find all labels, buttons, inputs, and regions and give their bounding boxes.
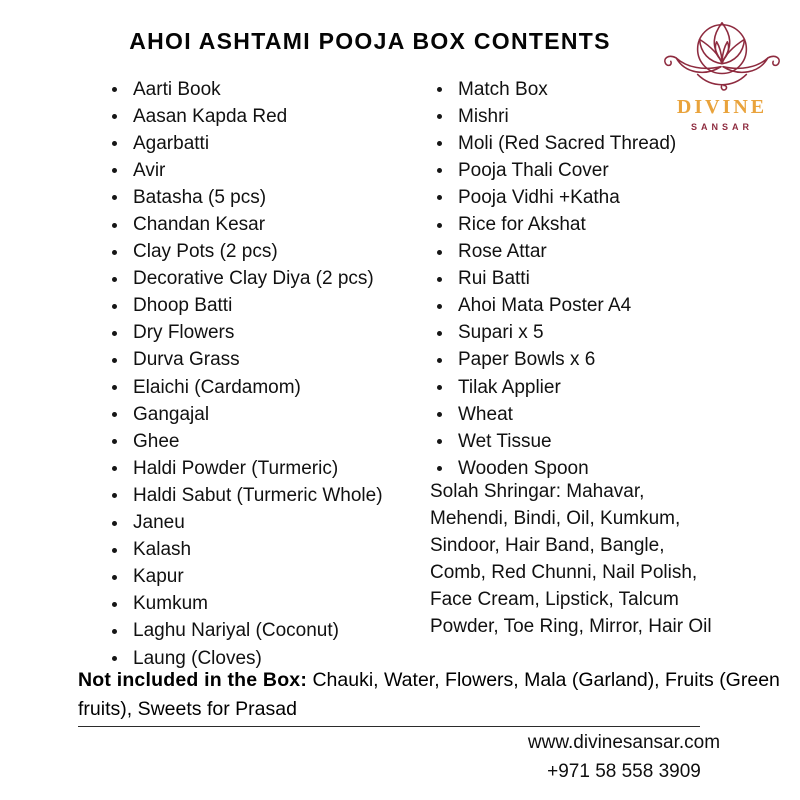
list-item (437, 184, 676, 211)
item-label: Dhoop Batti (133, 295, 233, 317)
item-label: Match Box (458, 78, 548, 100)
list-item (112, 347, 383, 374)
footer-contact (490, 729, 758, 786)
lotus-icon (658, 14, 786, 94)
item-label: Haldi Sabut (Turmeric Whole) (133, 484, 383, 506)
item-label: Pooja Thali Cover (458, 159, 609, 181)
website-text: www.divinesansar.com (527, 732, 721, 753)
not-included-items: Chauki, Water, Flowers, Mala (Garland), Fruits (Green fruits), Sweets for Prasad (78, 669, 780, 720)
bullet-icon (112, 304, 117, 309)
bullet-icon (112, 656, 117, 661)
brand-subname: SANSAR (690, 122, 753, 132)
bullet-icon (112, 602, 117, 607)
item-label: Janeu (133, 512, 185, 534)
contents-list-right (437, 76, 676, 482)
list-item (437, 157, 676, 184)
bullet-icon (437, 141, 442, 146)
bullet-icon (112, 575, 117, 580)
item-label: Moli (Red Sacred Thread) (458, 132, 677, 154)
item-label: Elaichi (Cardamom) (133, 376, 301, 398)
bullet-icon (437, 277, 442, 282)
list-item (437, 130, 676, 157)
item-label: Rice for Akshat (458, 214, 586, 236)
divider-line (78, 726, 700, 727)
bullet-icon (437, 87, 442, 92)
item-label: Tilak Applier (458, 376, 561, 398)
item-label: Aarti Book (133, 78, 221, 100)
bullet-icon (437, 385, 442, 390)
bullet-icon (437, 439, 442, 444)
item-label: Rui Batti (458, 268, 530, 290)
bullet-icon (437, 250, 442, 255)
list-item (112, 428, 383, 455)
item-label: Supari x 5 (458, 322, 544, 344)
bullet-icon (437, 331, 442, 336)
item-label: Haldi Powder (Turmeric) (133, 457, 339, 479)
bullet-icon (112, 439, 117, 444)
list-item (112, 266, 383, 293)
item-label: Agarbatti (133, 132, 210, 154)
list-item (437, 76, 676, 103)
list-item (437, 211, 676, 238)
list-item (112, 401, 383, 428)
list-item (437, 320, 676, 347)
bullet-icon (437, 358, 442, 363)
list-item (112, 211, 383, 238)
list-item (437, 103, 676, 130)
item-label: Wooden Spoon (458, 457, 589, 479)
bullet-icon (112, 195, 117, 200)
item-label: Dry Flowers (133, 322, 235, 344)
bullet-icon (437, 304, 442, 309)
list-item (437, 239, 676, 266)
list-item (437, 374, 676, 401)
bullet-icon (112, 87, 117, 92)
list-item (112, 618, 383, 645)
page-title: AHOI ASHTAMI POOJA BOX CONTENTS (129, 28, 611, 54)
item-label: Rose Attar (458, 241, 547, 263)
list-item (437, 347, 676, 374)
bullet-icon (112, 521, 117, 526)
item-label: Paper Bowls x 6 (458, 349, 596, 371)
item-label: Laung (Cloves) (133, 647, 262, 669)
bullet-icon (112, 168, 117, 173)
item-label: Decorative Clay Diya (2 pcs) (133, 268, 374, 290)
bullet-icon (112, 548, 117, 553)
not-included-note (78, 666, 783, 723)
list-item (112, 482, 383, 509)
brand-name: DIVINE (676, 96, 768, 118)
item-label: Clay Pots (2 pcs) (133, 241, 278, 263)
item-label: Avir (133, 159, 166, 181)
bullet-icon (437, 412, 442, 417)
item-label: Batasha (5 pcs) (133, 186, 267, 208)
item-label: Wheat (458, 403, 513, 425)
list-item (112, 103, 383, 130)
bullet-icon (437, 168, 442, 173)
bullet-icon (112, 493, 117, 498)
bullet-icon (437, 195, 442, 200)
list-item (437, 266, 676, 293)
bullet-icon (437, 223, 442, 228)
bullet-icon (112, 358, 117, 363)
list-item (112, 293, 383, 320)
item-label: Ghee (133, 430, 180, 452)
item-label: Durva Grass (133, 349, 240, 371)
item-label: Kumkum (133, 593, 208, 615)
list-item (112, 374, 383, 401)
item-label: Ahoi Mata Poster A4 (458, 295, 632, 317)
list-item (437, 293, 676, 320)
item-label: Aasan Kapda Red (133, 105, 288, 127)
bullet-icon (112, 141, 117, 146)
bullet-icon (112, 466, 117, 471)
list-item (112, 239, 383, 266)
list-item (112, 157, 383, 184)
list-item (437, 401, 676, 428)
item-label: Laghu Nariyal (Coconut) (133, 620, 339, 642)
bullet-icon (437, 114, 442, 119)
item-label: Mishri (458, 105, 509, 127)
item-label: Wet Tissue (458, 430, 552, 452)
list-item (112, 130, 383, 157)
contents-list-left (112, 76, 383, 672)
item-label: Kapur (133, 566, 184, 588)
list-item (112, 320, 383, 347)
item-label: Kalash (133, 539, 192, 561)
list-item (112, 510, 383, 537)
list-item (112, 537, 383, 564)
list-item (112, 564, 383, 591)
bullet-icon (112, 277, 117, 282)
not-included-label: Not included in the Box: (78, 669, 308, 691)
bullet-icon (112, 114, 117, 119)
list-item (112, 184, 383, 211)
bullet-icon (112, 412, 117, 417)
item-label: Pooja Vidhi +Katha (458, 186, 620, 208)
bullet-icon (112, 385, 117, 390)
bullet-icon (437, 466, 442, 471)
list-item (112, 591, 383, 618)
bullet-icon (112, 331, 117, 336)
bullet-icon (112, 223, 117, 228)
item-label: Chandan Kesar (133, 214, 266, 236)
bullet-icon (112, 250, 117, 255)
solah-shringar-note: Solah Shringar: Mahavar, Mehendi, Bindi, Oil, Kumkum, Sindoor, Hair Band, Bangle, Comb, Red Chunni, Nail Polish, Face Cream, Lipstick, Talcum Powder, Toe Ring, Mirror, Hair Oil (430, 481, 712, 638)
list-item (437, 428, 676, 455)
list-item (112, 76, 383, 103)
phone-text: +971 58 558 3909 (547, 760, 701, 782)
bullet-icon (112, 629, 117, 634)
list-item (112, 455, 383, 482)
item-label: Gangajal (133, 403, 210, 425)
